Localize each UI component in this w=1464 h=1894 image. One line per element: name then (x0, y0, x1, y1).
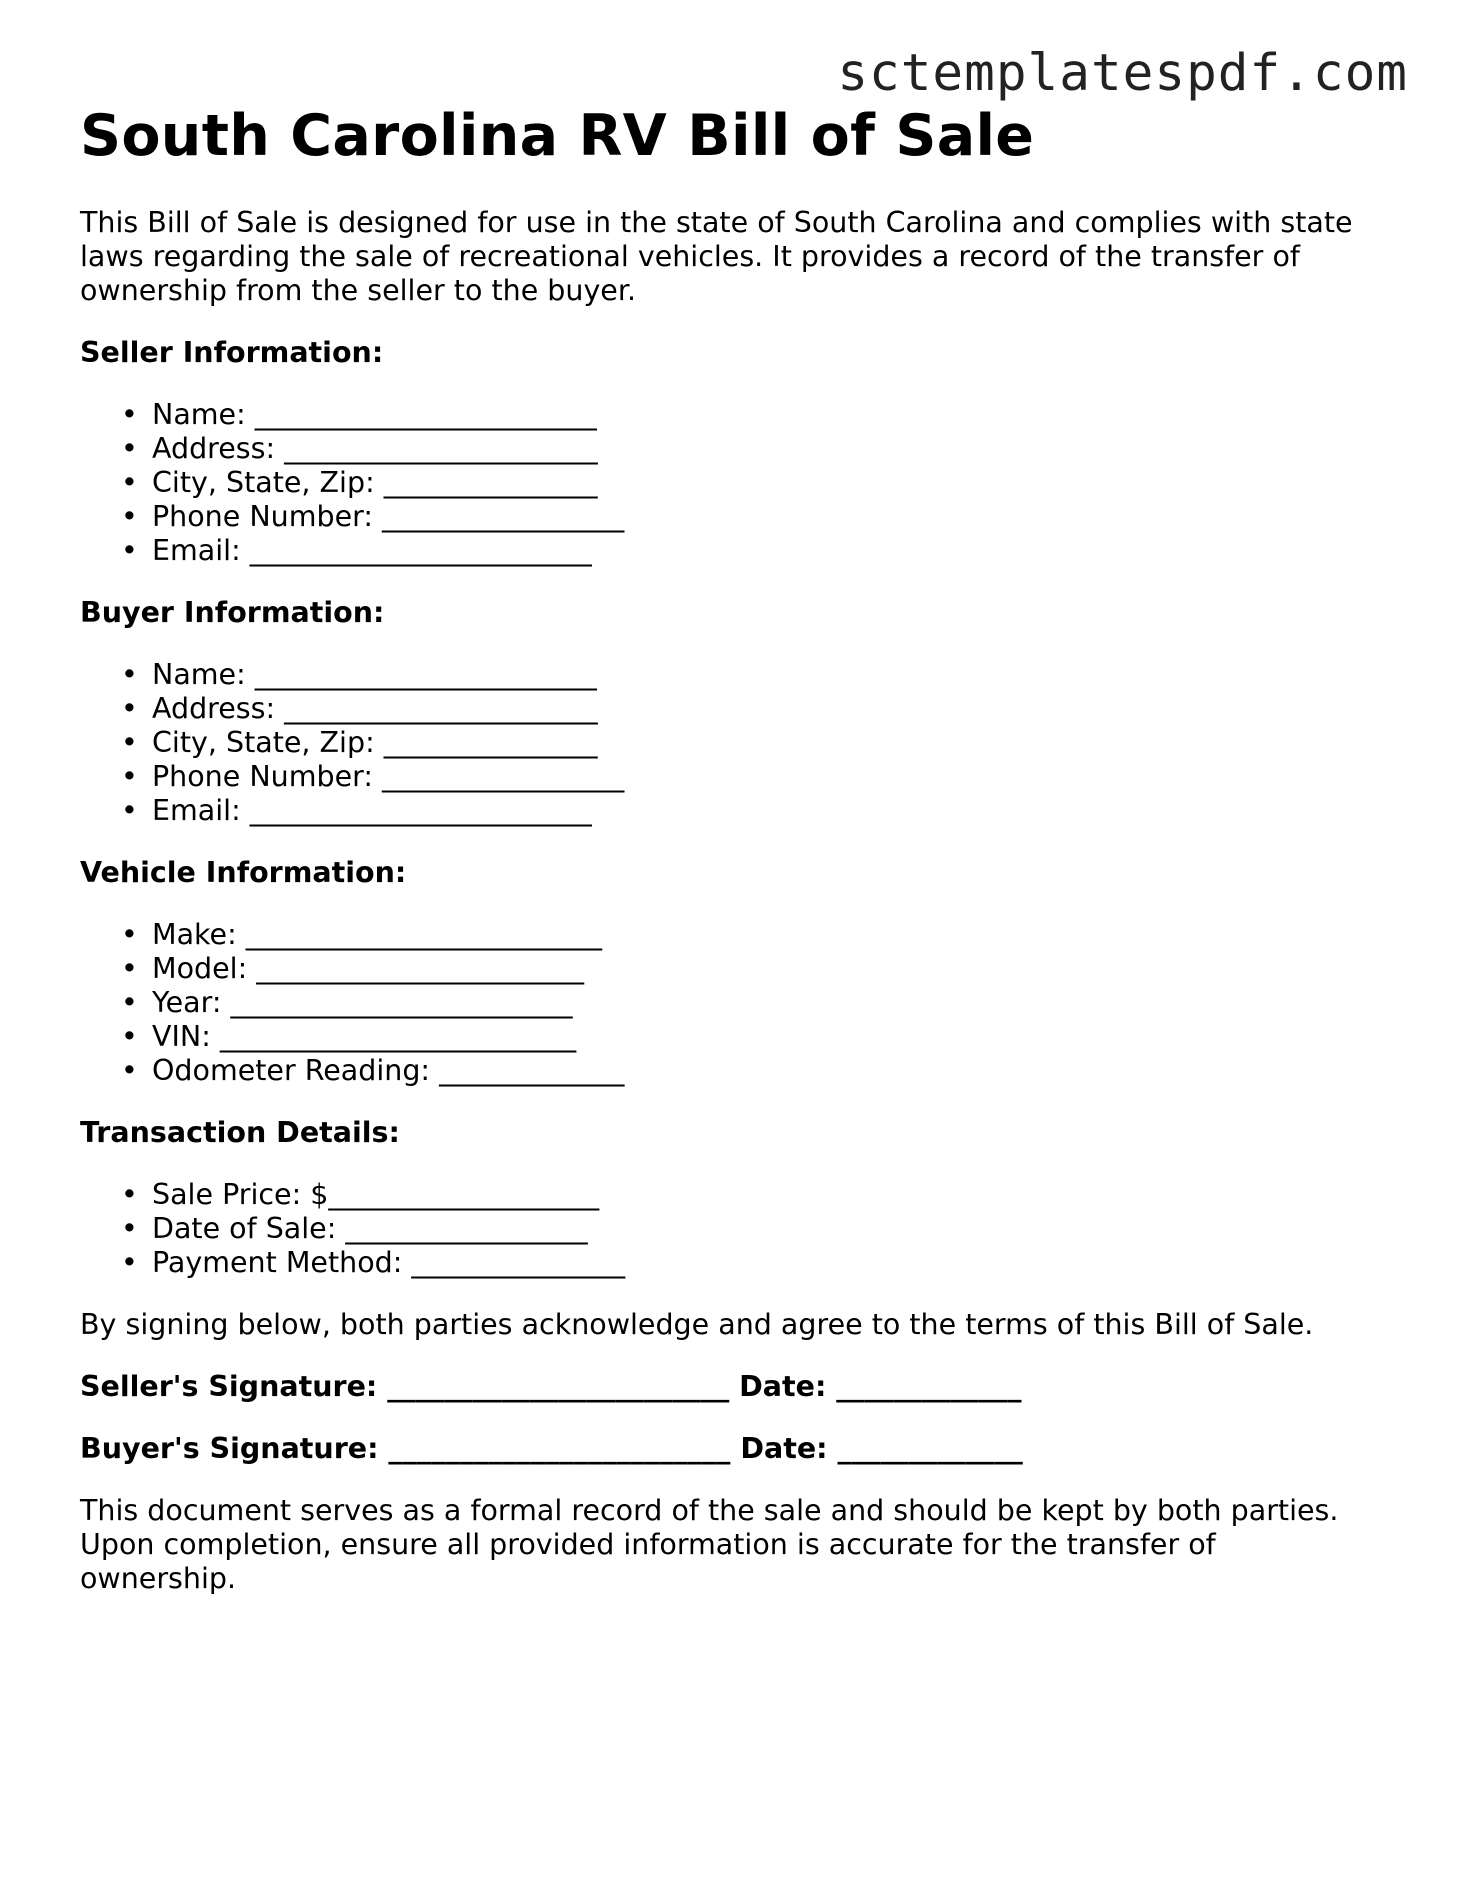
field-label: Address: ______________________ (152, 432, 598, 465)
sale-price-field (121, 1178, 1380, 1212)
transaction-section (80, 1116, 1380, 1280)
field-label: Sale Price: $___________________ (152, 1178, 600, 1211)
buyer-section (80, 596, 1380, 828)
buyer-heading: Buyer Information: (80, 596, 385, 629)
bullet-icon: • (121, 500, 138, 533)
bullet-icon: • (121, 1212, 138, 1245)
field-label: Date of Sale: _________________ (152, 1212, 588, 1245)
vehicle-year-field (121, 986, 1380, 1020)
bullet-icon: • (121, 918, 138, 951)
field-label: Phone Number: _________________ (152, 500, 625, 533)
bullet-icon: • (121, 986, 138, 1019)
acknowledgement-paragraph: By signing below, both parties acknowledge and agree to the terms of this Bill of Sale. (80, 1308, 1314, 1341)
payment-method-field (121, 1246, 1380, 1280)
bullet-icon: • (121, 794, 138, 827)
buyer-field-list (80, 658, 1380, 828)
buyer-city-state-zip-field (121, 726, 1380, 760)
buyer-email-field (121, 794, 1380, 828)
field-label: Address: ______________________ (152, 692, 598, 725)
seller-phone-field (121, 500, 1380, 534)
buyer-phone-field (121, 760, 1380, 794)
transaction-heading: Transaction Details: (80, 1116, 400, 1149)
field-label: Year: ________________________ (152, 986, 573, 1019)
field-label: Name: ________________________ (152, 398, 597, 431)
field-label: VIN: _________________________ (152, 1020, 577, 1053)
transaction-field-list (80, 1178, 1380, 1280)
bullet-icon: • (121, 726, 138, 759)
bullet-icon: • (121, 692, 138, 725)
vehicle-heading: Vehicle Information: (80, 856, 407, 889)
seller-city-state-zip-field (121, 466, 1380, 500)
field-label: Phone Number: _________________ (152, 760, 625, 793)
buyer-name-field (121, 658, 1380, 692)
document-title: South Carolina RV Bill of Sale (80, 103, 1035, 169)
bullet-icon: • (121, 658, 138, 691)
closing-paragraph: This document serves as a formal record of the sale and should be kept by both parties. Upon completion, ensure all provided information is accurate for the transfer of ownership. (80, 1494, 1339, 1595)
seller-email-field (121, 534, 1380, 568)
bullet-icon: • (121, 1246, 138, 1279)
date-of-sale-field (121, 1212, 1380, 1246)
vehicle-odometer-field (121, 1054, 1380, 1088)
bullet-icon: • (121, 760, 138, 793)
field-label: Name: ________________________ (152, 658, 597, 691)
bullet-icon: • (121, 1020, 138, 1053)
field-label: City, State, Zip: _______________ (152, 726, 598, 759)
vehicle-vin-field (121, 1020, 1380, 1054)
watermark: sctemplatespdf.com (837, 44, 1408, 103)
bullet-icon: • (121, 534, 138, 567)
field-label: Odometer Reading: _____________ (152, 1054, 625, 1087)
seller-signature-line: Seller's Signature: ________________________ Date: _____________ (80, 1370, 1022, 1403)
bullet-icon: • (121, 1054, 138, 1087)
field-label: City, State, Zip: _______________ (152, 466, 598, 499)
buyer-signature-line: Buyer's Signature: ________________________ Date: _____________ (80, 1432, 1023, 1465)
seller-name-field (121, 398, 1380, 432)
intro-paragraph: This Bill of Sale is designed for use in the state of South Carolina and complies with state laws regarding the sale of recreational vehicles. It provides a record of the transfer of ownership from the seller to the buyer. (80, 206, 1353, 307)
bullet-icon: • (121, 432, 138, 465)
bullet-icon: • (121, 466, 138, 499)
bullet-icon: • (121, 1178, 138, 1211)
seller-field-list (80, 398, 1380, 568)
seller-address-field (121, 432, 1380, 466)
field-label: Model: _______________________ (152, 952, 584, 985)
vehicle-model-field (121, 952, 1380, 986)
field-label: Make: _________________________ (152, 918, 602, 951)
seller-heading: Seller Information: (80, 336, 384, 369)
field-label: Email: ________________________ (152, 534, 592, 567)
bullet-icon: • (121, 952, 138, 985)
vehicle-section (80, 856, 1380, 1088)
vehicle-make-field (121, 918, 1380, 952)
field-label: Email: ________________________ (152, 794, 592, 827)
bullet-icon: • (121, 398, 138, 431)
seller-section (80, 336, 1380, 568)
field-label: Payment Method: _______________ (152, 1246, 626, 1279)
vehicle-field-list (80, 918, 1380, 1088)
buyer-address-field (121, 692, 1380, 726)
document-page (80, 104, 1380, 1596)
